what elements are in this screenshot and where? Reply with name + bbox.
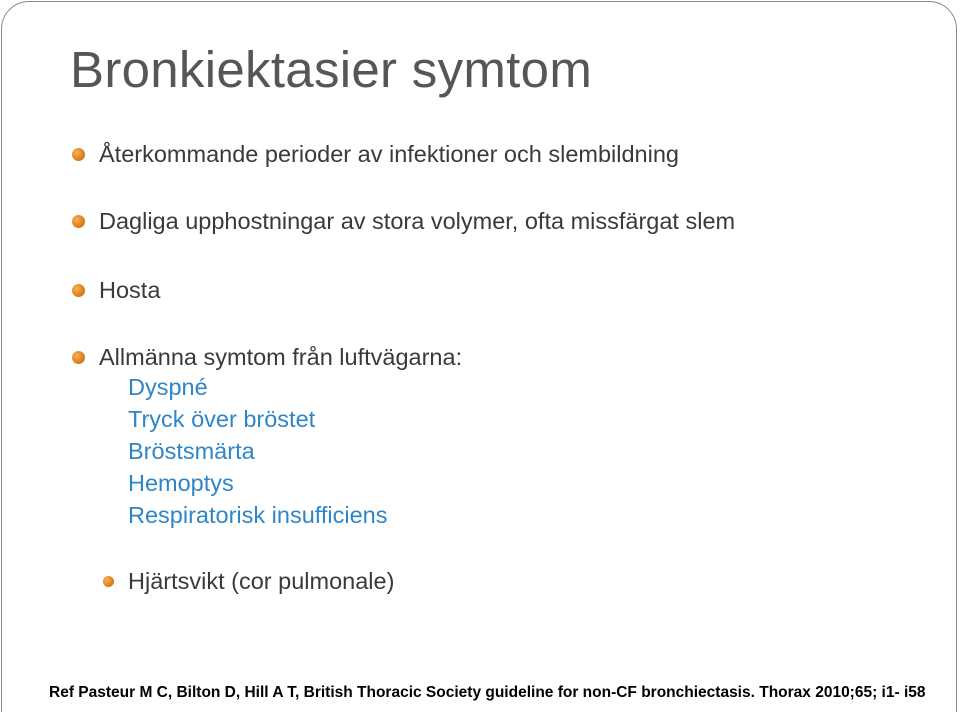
slide-title: Bronkiektasier symtom bbox=[70, 41, 593, 98]
sub-list-item: Tryck över bröstet bbox=[128, 406, 316, 432]
bullet-item bbox=[72, 208, 735, 235]
reference-citation: Ref Pasteur M C, Bilton D, Hill A T, British Thoracic Society guideline for non-CF bronchiectasis. Thorax 2010;65; i1- i58 bbox=[49, 684, 926, 701]
bullet-dot-icon bbox=[72, 148, 85, 161]
sub-list-item: Bröstsmärta bbox=[128, 438, 255, 464]
bullet-dot-icon bbox=[72, 215, 85, 228]
bullet-text: Allmänna symtom från luftvägarna: bbox=[99, 344, 463, 370]
sub-list-item: Dyspné bbox=[128, 374, 208, 400]
bullet-text: Dagliga upphostningar av stora volymer, ofta missfärgat slem bbox=[99, 208, 736, 234]
bullet-dot-icon bbox=[72, 351, 85, 364]
bullet-item bbox=[72, 141, 679, 168]
bullet-text: Återkommande perioder av infektioner och slembildning bbox=[99, 141, 679, 167]
bullet-text: Hjärtsvikt (cor pulmonale) bbox=[128, 568, 395, 594]
bullet-item bbox=[72, 344, 462, 371]
bullet-dot-icon bbox=[72, 284, 85, 297]
bullet-dot-icon bbox=[103, 576, 114, 587]
bullet-text: Hosta bbox=[99, 277, 161, 303]
sub-list-item: Respiratorisk insufficiens bbox=[128, 502, 388, 528]
bullet-item bbox=[72, 277, 160, 304]
sub-list-item: Hemoptys bbox=[128, 470, 234, 496]
bullet-item-indented bbox=[103, 568, 394, 595]
